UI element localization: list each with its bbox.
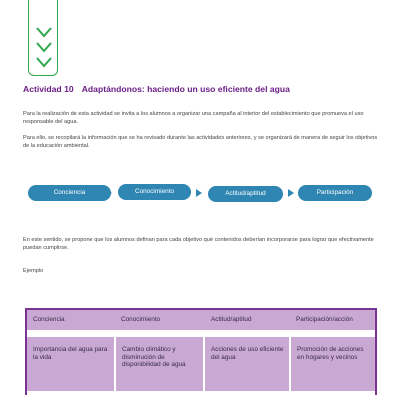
chevron-down-icon: [37, 28, 51, 36]
table-header-row: [27, 310, 375, 330]
activity-heading: Adaptándonos: haciendo un uso eficiente del agua: [81, 84, 290, 94]
chevron-down-icon: [37, 43, 51, 51]
activity-number: Actividad 10: [23, 84, 74, 94]
flow-step-conocimiento: Conocimiento: [118, 184, 191, 200]
flow-step-participacion: Participación: [298, 185, 372, 201]
arrow-right-icon: [106, 189, 112, 197]
table-cell: Promoción de acciones en hogares y vecinos: [291, 337, 375, 391]
table-cell: Acciones de uso eficiente del agua: [205, 337, 289, 391]
arrow-right-icon: [288, 189, 294, 197]
intro-paragraph: Para la realización de esta actividad se invita a los alumnos a organizar una campaña al interior del establecimiento que promueva el uso responsable del agua.: [23, 111, 364, 125]
table-header-cell: Participación/acción: [296, 316, 353, 323]
chevron-down-icon: [37, 58, 51, 66]
flow-step-actitud: Actitud/aptitud: [208, 186, 283, 202]
objectives-flow: [0, 182, 400, 206]
chevrons-group: [29, 0, 59, 76]
example-table: [25, 308, 377, 395]
example-label: Ejemplo: [23, 268, 44, 274]
activity-tab: [28, 0, 58, 76]
method-paragraph: Para ello, se recopilará la información que se ha revisado durante las actividades anteriores, y se organizará de manera de seguir los objetivos de la educación ambiental.: [23, 135, 378, 149]
proposal-paragraph: En este sentido, se propone que los alumnos definan para cada objetivo qué contenidos deberían incorporarse para lograr que efectivamente puedan cumplirse.: [23, 237, 374, 251]
table-cell: Importancia del agua para la vida: [27, 337, 114, 391]
table-cell: Cambio climático y disminución de disponibilidad de agua: [116, 337, 203, 391]
table-header-cell: Actitud/aptitud: [211, 316, 252, 323]
flow-step-conciencia: Conciencia: [28, 185, 111, 201]
table-header-cell: Conocimiento: [121, 316, 161, 323]
table-header-cell: Conciencia: [33, 316, 65, 323]
activity-title: [23, 84, 383, 94]
arrow-right-icon: [196, 189, 202, 197]
